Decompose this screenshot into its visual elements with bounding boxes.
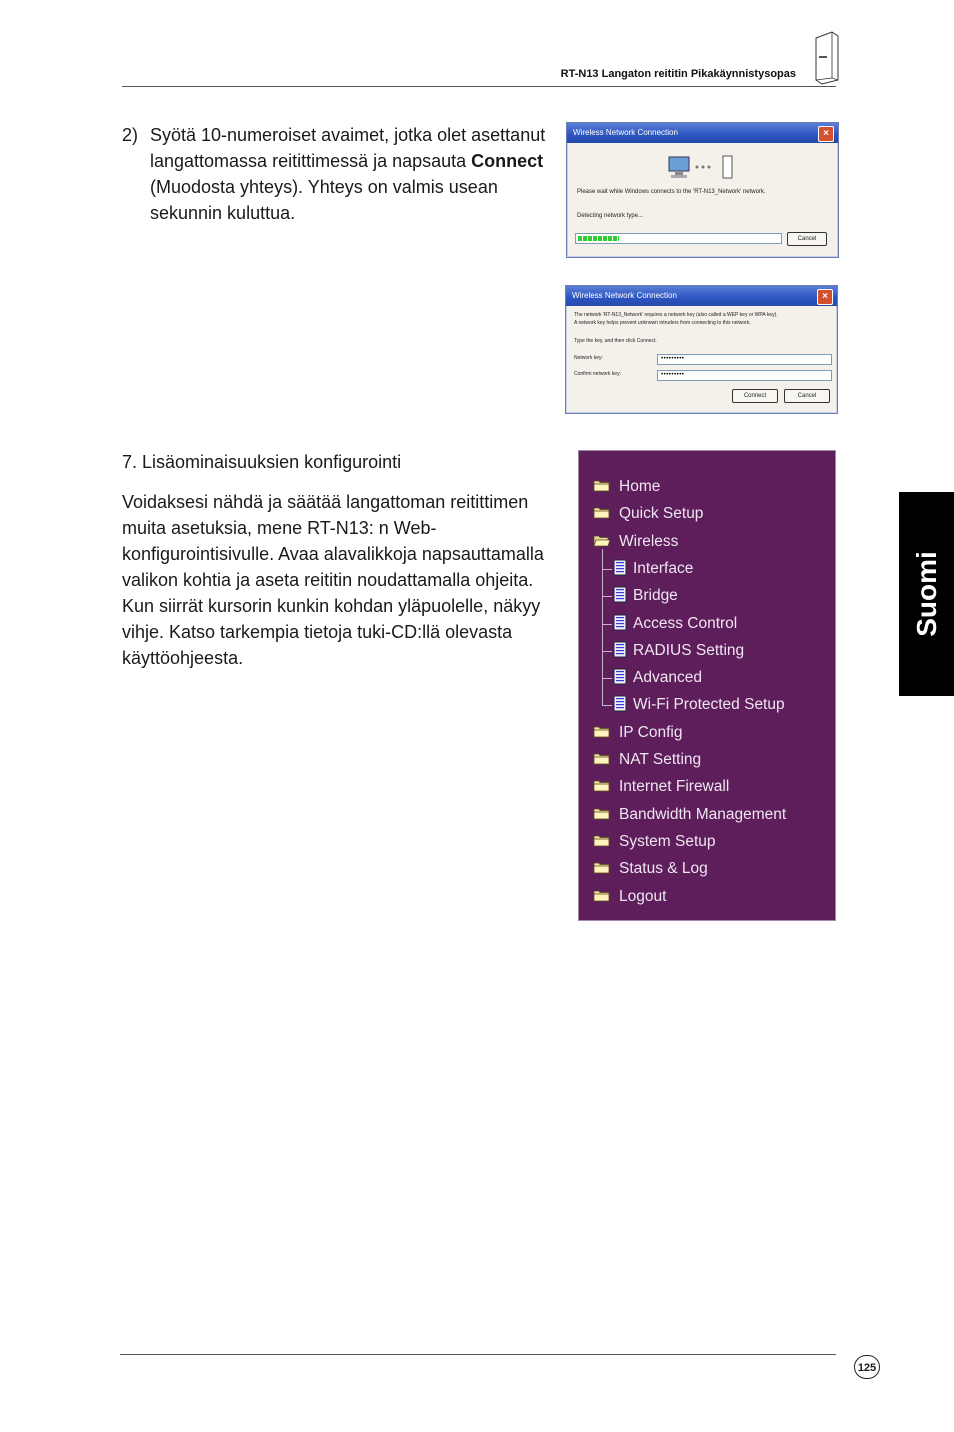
menu-item-label: Quick Setup: [619, 505, 704, 523]
close-icon[interactable]: ×: [818, 126, 834, 142]
folder-icon: [593, 889, 610, 902]
menu-item-label: Bridge: [633, 587, 678, 605]
step-2-text-after: (Muodosta yhteys). Yhteys on valmis usean sekunnin kuluttua.: [150, 177, 498, 223]
menu-item-label: Wi-Fi Protected Setup: [633, 696, 785, 714]
connecting-dialog-titlebar: [567, 123, 838, 143]
step-7-paragraph: Voidaksesi nähdä ja säätää langattoman reitittimen muita asetuksia, mene RT-N13: n Web-konfigurointisivulle. Avaa alavalikkoja napsauttamalla valikon kohtia ja aseta reititin noudattamalla ohjeita. Kun siirrät kursorin kunkin kohdan yläpuolelle, näkyy vihje. Katso tarkempia tietoja tuki-CD:llä olevasta käyttöohjeesta.: [122, 492, 544, 668]
connecting-message: Please wait while Windows connects to the 'RT-N13_Network' network.: [577, 189, 766, 195]
step-7-heading: 7. Lisäominaisuuksien konfigurointi: [122, 452, 402, 472]
menu-item-label: NAT Setting: [619, 751, 702, 768]
language-side-tab: [899, 492, 954, 696]
cancel-button[interactable]: Cancel: [787, 232, 827, 246]
open-folder-icon: [593, 534, 610, 547]
progress-fill: [578, 236, 619, 241]
tree-branch-line: [602, 596, 612, 597]
network-key-instruction: Type the key, and then click Connect.: [574, 338, 657, 344]
page-icon: [613, 695, 627, 712]
menu-item-label: Home: [619, 478, 661, 495]
folder-icon: [593, 779, 610, 792]
tree-branch-line: [602, 569, 612, 570]
tree-connector-line: [602, 549, 603, 706]
header-divider: [122, 86, 836, 87]
menu-item-label: Logout: [619, 887, 667, 905]
menu-item-label: Status & Log: [619, 860, 708, 878]
menu-item-label: System Setup: [619, 832, 716, 850]
network-key-label: Network key:: [574, 355, 603, 361]
step-2-text: [122, 122, 562, 226]
network-key-message-line2: A network key helps prevent unknown intruders from connecting to this network.: [574, 320, 751, 326]
folder-icon: [593, 752, 610, 765]
tree-branch-line: [602, 651, 612, 652]
web-config-menu-screenshot: [578, 450, 836, 921]
footer-divider: [120, 1354, 836, 1355]
header-title: RT-N13 Langaton reititin Pikakäynnistysopas: [560, 68, 796, 80]
step-2-connect-bold: Connect: [471, 151, 544, 171]
connecting-dialog-screenshot: [566, 122, 839, 258]
step-2-paragraph: [150, 122, 562, 226]
network-key-dialog-titlebar: [566, 286, 837, 306]
folder-icon: [593, 725, 610, 738]
folder-icon: [593, 834, 610, 847]
folder-icon: [593, 861, 610, 874]
connection-progress-bar: [575, 233, 782, 244]
page-icon: [613, 586, 627, 603]
page-icon: [613, 668, 627, 685]
tree-branch-line: [602, 624, 612, 625]
tree-branch-line: [602, 678, 612, 679]
page-icon: [613, 641, 627, 658]
network-connecting-icon: [667, 153, 737, 181]
network-key-dialog-screenshot: [565, 285, 838, 414]
step-2-number: 2): [122, 125, 139, 145]
menu-item-label: RADIUS Setting: [633, 641, 745, 659]
menu-item-label: Advanced: [633, 669, 702, 687]
folder-icon: [593, 807, 610, 820]
network-key-input[interactable]: •••••••••: [657, 354, 832, 365]
page-number: 125: [854, 1355, 880, 1379]
connecting-status: Detecting network type...: [577, 213, 644, 219]
menu-item-label: Access Control: [633, 614, 738, 632]
folder-icon: [593, 479, 610, 492]
network-key-dialog-title: Wireless Network Connection: [572, 291, 677, 300]
page-icon: [613, 559, 627, 576]
menu-item-label: Interface: [633, 559, 694, 577]
menu-item-label: IP Config: [619, 723, 683, 741]
language-label: Suomi: [910, 551, 942, 637]
menu-item-label: Wireless: [619, 532, 679, 550]
connect-button[interactable]: Connect: [732, 389, 778, 403]
confirm-network-key-input[interactable]: •••••••••: [657, 370, 832, 381]
tree-branch-line: [602, 705, 612, 706]
confirm-key-label: Confirm network key:: [574, 371, 621, 377]
network-key-message-line1: The network 'RT-N13_Network' requires a network key (also called a WEP key or WPA key).: [574, 312, 778, 318]
menu-item-label: Bandwidth Management: [619, 805, 787, 823]
close-icon[interactable]: ×: [817, 289, 833, 305]
cancel-button[interactable]: Cancel: [784, 389, 830, 403]
step-2-text-before: Syötä 10-numeroiset avaimet, jotka olet asettanut langattomassa reitittimessä ja napsauta: [150, 125, 546, 171]
folder-icon: [593, 506, 610, 519]
menu-item-label: Internet Firewall: [619, 778, 730, 796]
connecting-dialog-title: Wireless Network Connection: [573, 128, 678, 137]
router-icon: [810, 30, 842, 86]
page-icon: [613, 614, 627, 631]
